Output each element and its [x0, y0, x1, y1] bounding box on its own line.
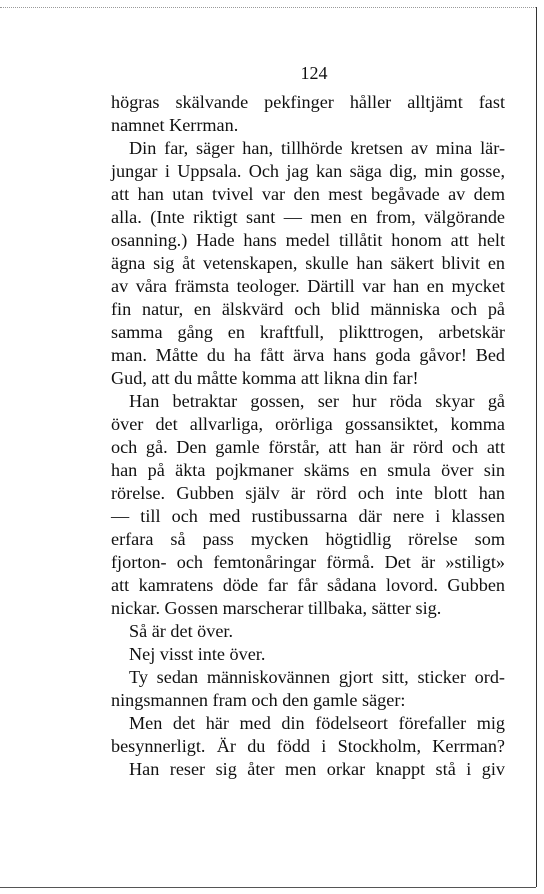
bottom-edge-rule: [0, 887, 536, 888]
text-line: han på äkta pojkmaner skäms en smula över sin: [111, 460, 505, 480]
text-line: Gud, att du måtte komma att likna din far!: [111, 368, 419, 388]
text-line: — till och med rustibussarna där nere i klassen: [111, 506, 505, 526]
text-line: av våra främsta teologer. Därtill var han en mycket: [111, 276, 505, 296]
text-line: besynnerligt. Är du född i Stockholm, Kerrman?: [111, 736, 505, 756]
paragraph-start-line: Han reser sig åter men orkar knappt stå i giv: [129, 759, 505, 779]
text-line: att kamratens döde far får sådana lovord. Gubben: [111, 575, 505, 595]
text-line: ägna sig åt vetenskapen, skulle han säkert blivit en: [111, 253, 505, 273]
right-edge-rule: [536, 7, 537, 887]
text-line: namnet Kerrman.: [111, 115, 239, 135]
text-line: fin natur, en älskvärd och blid människa och på: [111, 299, 505, 319]
text-line: och gå. Den gamle förstår, att han är rörd och att: [111, 437, 505, 457]
text-line: högras skälvande pekfinger håller alltjämt fast: [111, 92, 505, 112]
text-line: jungar i Uppsala. Och jag kan säga dig, min gosse,: [111, 161, 505, 181]
text-line: över det allvarliga, orörliga gossansiktet, komma: [111, 414, 505, 434]
text-line: att han utan tvivel var den mest begåvade av dem: [111, 184, 505, 204]
top-edge-rule: [0, 7, 536, 8]
text-line: erfara så pass mycken högtidlig rörelse som: [111, 529, 505, 549]
paragraph-start-line: Men det här med din födelseort förefaller mig: [129, 713, 505, 733]
text-line: nickar. Gossen marscherar tillbaka, sätter sig.: [111, 598, 442, 618]
text-line: man. Måtte du ha fått ärva hans goda gåvor! Bed: [111, 345, 505, 365]
text-line: rörelse. Gubben själv är rörd och inte blott han: [111, 483, 505, 503]
paragraph-start-line: Så är det över.: [129, 621, 234, 641]
text-line: alla. (Inte riktigt sant — men en from, välgörande: [111, 207, 505, 227]
text-line: fjorton- och femtonåringar förmå. Det är »stiligt»: [111, 552, 505, 572]
paragraph-start-line: Din far, säger han, tillhörde kretsen av mina lär-: [129, 138, 505, 158]
paragraph-start-line: Nej visst inte över.: [129, 644, 266, 664]
paragraph-start-line: Han betraktar gossen, ser hur röda skyar gå: [129, 391, 505, 411]
text-line: osanning.) Hade hans medel tillåtit honom att helt: [111, 230, 505, 250]
text-line: samma gång en kraftfull, plikttrogen, arbetskär: [111, 322, 505, 342]
text-line: ningsmannen fram och den gamle säger:: [111, 690, 406, 710]
page-number: 124: [300, 63, 328, 83]
paragraph-start-line: Ty sedan människovännen gjort sitt, sticker ord-: [129, 667, 505, 687]
